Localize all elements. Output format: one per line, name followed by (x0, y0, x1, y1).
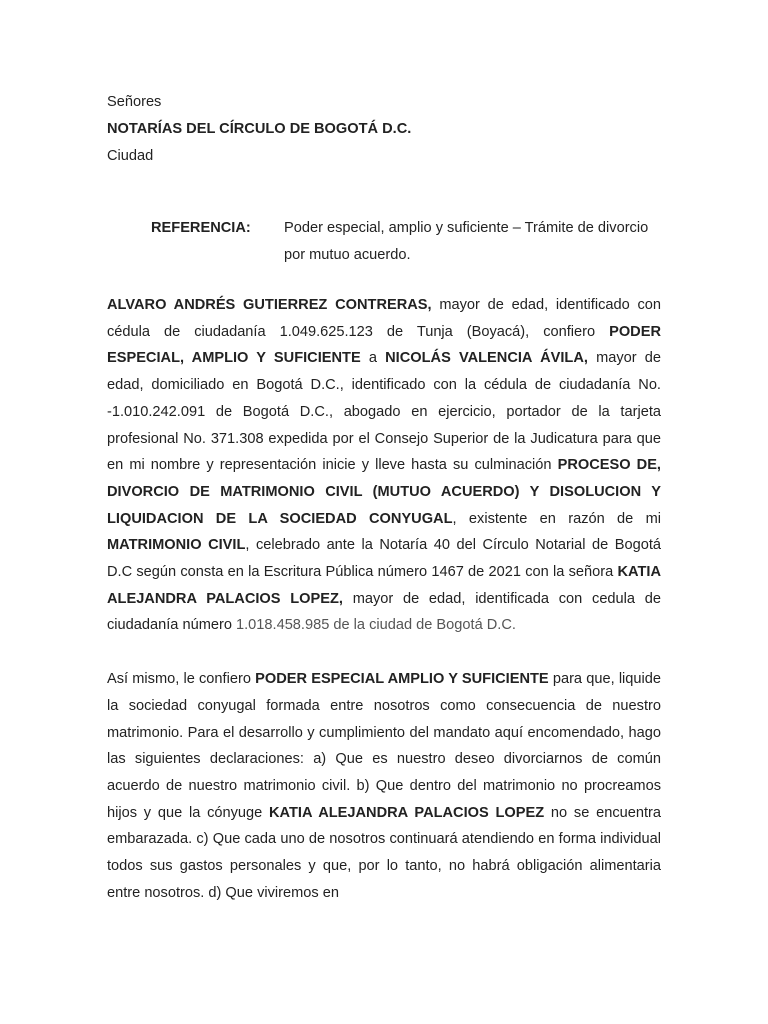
recipient: NOTARÍAS DEL CÍRCULO DE BOGOTÁ D.C. (107, 121, 412, 137)
p1-text-3: mayor de edad, domiciliado en Bogotá D.C., identificado con la cédula de ciudadanía No. -1.010.242.091 de Bogotá D.C., abogado en ejercicio, portador de la tarjeta profesional No. 371.308 expedida por el Consejo Superior de la Judicatura para que en mi nombre y representación inicie y lleve hasta su culminación (107, 350, 662, 474)
p2-text-1: Así mismo, le confiero (107, 671, 256, 688)
p1-text-2: a (360, 350, 386, 367)
p2-text-2: para que, liquide la sociedad conyugal formada entre nosotros como consecuencia de nuestro matrimonio. Para el desarrollo y cumplimiento del mandato aquí encomendado, hago las siguientes declaraciones: a) Que es nuestro deseo divorciarnos de común acuerdo de nuestro matrimonio civil. b) Que dentro del matrimonio no procreamos hijos y que la cónyuge (107, 671, 662, 821)
spouse-name: KATIA ALEJANDRA PALACIOS LOPEZ, (107, 564, 661, 607)
salutation: Señores (107, 94, 162, 110)
p1-text-5: , celebrado ante la Notaría 40 del Círculo Notarial de Bogotá D.C según consta en la Escritura Pública número 1467 de 2021 con la señora (107, 537, 661, 581)
attorney-name: NICOLÁS VALENCIA ÁVILA, (385, 350, 588, 367)
spouse-name-2: KATIA ALEJANDRA PALACIOS LOPEZ (269, 804, 545, 821)
paragraph-power-grant (107, 292, 661, 639)
document-page (107, 89, 661, 906)
power-type: PODER ESPECIAL, AMPLIO Y SUFICIENTE (107, 323, 661, 367)
reference-block (107, 215, 661, 269)
p1-text-4: , existente en razón de mi (452, 510, 662, 527)
p2-text-3: no se encuentra embarazada. c) Que cada uno de nosotros continuará atendiendo en forma individual todos sus gastos personales y que, por lo tanto, no habrá obligación alimentaria entre nosotros. d) Que viviremos en (107, 804, 661, 901)
reference-label: REFERENCIA: (151, 220, 251, 236)
power-type-2: PODER ESPECIAL AMPLIO Y SUFICIENTE (255, 671, 549, 688)
reference-text: Poder especial, amplio y suficiente – Trámite de divorcio por mutuo acuerdo. (284, 220, 649, 263)
paragraph-declarations (107, 666, 661, 906)
grantor-name: ALVARO ANDRÉS GUTIERREZ CONTRERAS, (107, 297, 432, 313)
city: Ciudad (107, 148, 154, 164)
p1-text-6: mayor de edad, identificada con cedula de ciudadanía número (107, 590, 661, 634)
spouse-id: 1.018.458.985 de la ciudad de Bogotá D.C. (236, 617, 516, 634)
address-block (107, 89, 661, 170)
marriage-type: MATRIMONIO CIVIL (107, 537, 246, 554)
p1-text-1: mayor de edad, identificado con cédula de ciudadanía 1.049.625.123 de Tunja (Boyacá), confiero (107, 297, 661, 340)
process-name: PROCESO DE, DIVORCIO DE MATRIMONIO CIVIL (MUTUO ACUERDO) Y DISOLUCION Y LIQUIDACION DE LA SOCIEDAD CONYUGAL (107, 457, 661, 527)
